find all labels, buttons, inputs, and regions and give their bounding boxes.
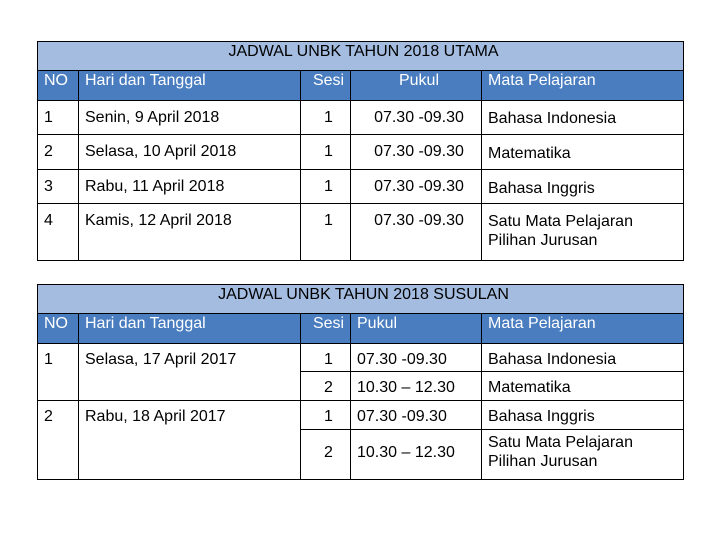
cell-no: 1 [38,101,79,135]
cell-sesi: 1 [301,401,351,430]
cell-no: 4 [38,204,79,261]
table-row [38,204,684,261]
cell-pukul: 07.30 -09.30 [351,401,482,430]
cell-no: 1 [38,344,79,401]
header-hari: Hari dan Tanggal [79,71,301,101]
schedule-table-utama [37,41,684,261]
cell-sesi: 1 [301,135,351,170]
cell-pukul: 10.30 – 12.30 [351,372,482,401]
cell-hari: Rabu, 18 April 2017 [79,401,301,480]
cell-mapel: Bahasa Indonesia [482,344,684,372]
cell-mapel: Bahasa Indonesia [482,101,684,135]
cell-pukul: 07.30 -09.30 [351,170,482,204]
cell-sesi: 1 [301,344,351,372]
header-sesi: Sesi [301,314,351,344]
cell-sesi: 1 [301,204,351,261]
cell-hari: Selasa, 17 April 2017 [79,344,301,401]
cell-mapel: Matematika [482,135,684,170]
cell-pukul: 07.30 -09.30 [351,344,482,372]
header-sesi: Sesi [301,71,351,101]
table-row [38,170,684,204]
schedule-table-susulan [37,284,684,480]
cell-mapel: Matematika [482,372,684,401]
table-row [38,101,684,135]
table-row [38,135,684,170]
header-no: NO [38,314,79,344]
header-hari: Hari dan Tanggal [79,314,301,344]
cell-no: 2 [38,401,79,480]
cell-pukul: 07.30 -09.30 [351,101,482,135]
cell-no: 2 [38,135,79,170]
table-title: JADWAL UNBK TAHUN 2018 UTAMA [38,42,684,71]
cell-hari: Kamis, 12 April 2018 [79,204,301,261]
header-mapel: Mata Pelajaran [482,314,684,344]
header-pukul: Pukul [351,314,482,344]
cell-pukul: 07.30 -09.30 [351,204,482,261]
header-no: NO [38,71,79,101]
cell-hari: Rabu, 11 April 2018 [79,170,301,204]
cell-mapel: Satu Mata Pelajaran Pilihan Jurusan [482,430,684,480]
cell-sesi: 1 [301,170,351,204]
cell-sesi: 2 [301,430,351,480]
header-pukul: Pukul [351,71,482,101]
cell-mapel: Bahasa Inggris [482,401,684,430]
cell-pukul: 10.30 – 12.30 [351,430,482,480]
cell-hari: Selasa, 10 April 2018 [79,135,301,170]
table-title: JADWAL UNBK TAHUN 2018 SUSULAN [38,285,684,314]
table-row [38,344,684,372]
cell-pukul: 07.30 -09.30 [351,135,482,170]
cell-hari: Senin, 9 April 2018 [79,101,301,135]
cell-no: 3 [38,170,79,204]
cell-sesi: 1 [301,101,351,135]
cell-mapel: Satu Mata Pelajaran Pilihan Jurusan [482,204,684,261]
table-row [38,401,684,430]
header-mapel: Mata Pelajaran [482,71,684,101]
cell-mapel: Bahasa Inggris [482,170,684,204]
cell-sesi: 2 [301,372,351,401]
